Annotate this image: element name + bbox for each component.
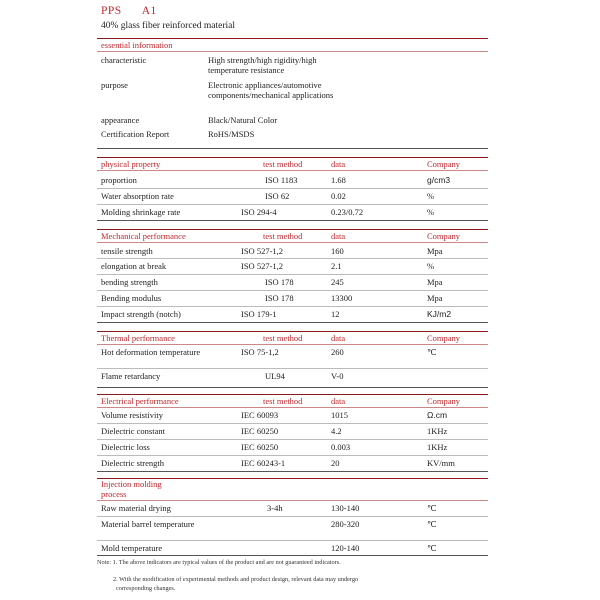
essential-section: essential information characteristic High strength/high rigidity/high temperature resistance purpose Electronic appliances/automotive components/mechanical applications appearance Black/Natural Color Certification Report RoHS/MSDS (97, 38, 488, 149)
essential-heading: essential information (97, 38, 488, 52)
injection-section: Injection molding process Raw material drying 3-4h 130-140 ℃ Material barrel temperature 280-320 ℃ Mold temperature 120-140 ℃ (97, 478, 488, 556)
electrical-section: Electrical performance test method data Company Volume resistivity IEC 60093 1015 Ω.cm Dielectric constant IEC 60250 4.2 1KHz Dielectric loss IEC 60250 0.003 1KHz Dielectric strength IEC 60243-1 20 KV/mm (97, 394, 488, 472)
mechanical-section: Mechanical performance test method data Company tensile strength ISO 527-1,2 160 Mpa elongation at break ISO 527-1,2 2.1 % bending strength ISO 178 245 Mpa Bending modulus ISO 178 13300 Mpa Impact strength (notch) ISO 179-1 12 KJ/m2 (97, 229, 488, 323)
mechanical-heading: Mechanical performance test method data Company (97, 229, 488, 243)
title-material: PPS (101, 5, 122, 17)
thermal-heading: Thermal performance test method data Company (97, 331, 488, 345)
subtitle: 40% glass fiber reinforced material (101, 21, 235, 31)
note-2a: 2. With the modification of experimental methods and product design, relevant data may undergo (113, 576, 359, 583)
document-title (101, 5, 177, 17)
title-grade: A1 (141, 5, 157, 17)
note-1: Note: 1. The above indicators are typical values of the product and are not guaranteed indicators. (97, 559, 341, 566)
physical-section: physical property test method data Company proportion ISO 1183 1.68 g/cm3 Water absorption rate ISO 62 0.02 % Molding shrinkage rate ISO 294-4 0.23/0.72 % (97, 157, 488, 221)
thermal-section: Thermal performance test method data Company Hot deformation temperature ISO 75-1,2 260 ℃ Flame retardancy UL94 V-0 (97, 331, 488, 388)
note-2b: corresponding changes. (116, 585, 176, 592)
injection-heading: Injection molding process (97, 478, 488, 501)
electrical-heading: Electrical performance test method data Company (97, 394, 488, 408)
physical-heading: physical property test method data Company (97, 157, 488, 171)
